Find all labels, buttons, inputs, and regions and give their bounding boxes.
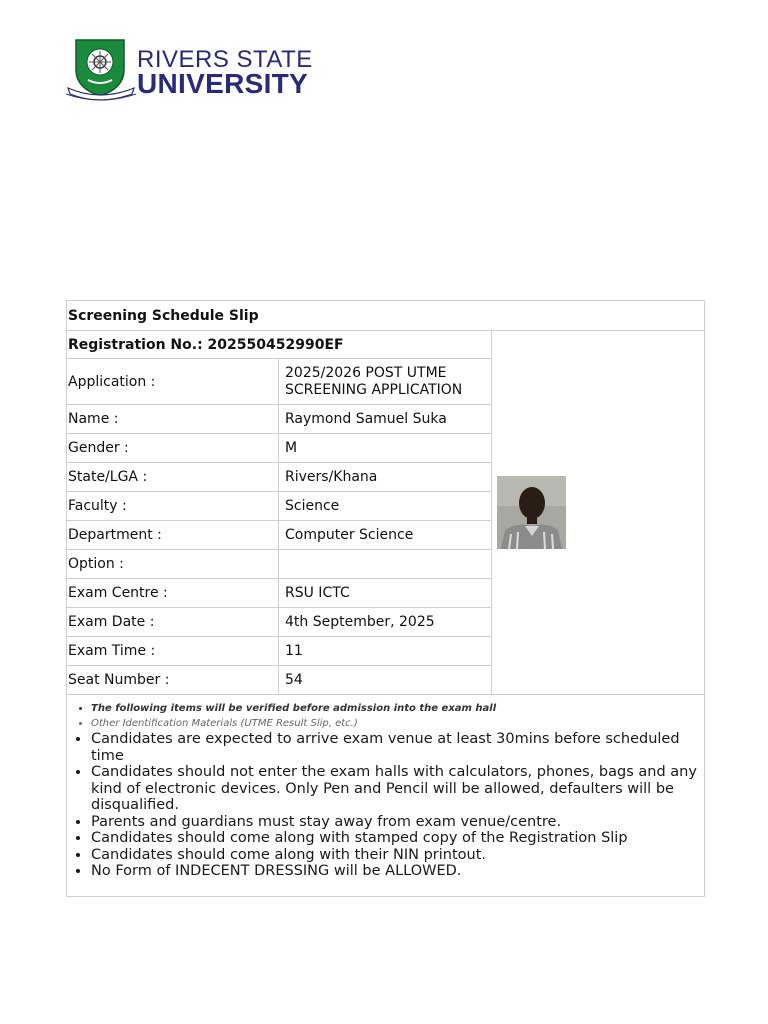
field-value: Science: [279, 492, 492, 521]
instruction-item: • Candidates are expected to arrive exam venue at least 30mins before scheduled time: [91, 731, 704, 764]
instruction-item: • Parents and guardians must stay away from exam venue/centre.: [91, 814, 704, 831]
field-value: [279, 550, 492, 579]
field-label: Gender :: [67, 434, 279, 463]
field-label: Exam Time :: [67, 637, 279, 666]
field-label: Exam Date :: [67, 608, 279, 637]
field-value: 4th September, 2025: [279, 608, 492, 637]
field-value: Computer Science: [279, 521, 492, 550]
instructions-cell: [67, 695, 705, 897]
field-value: 11: [279, 637, 492, 666]
instruction-item: • The following items will be verified before admission into the exam hall: [91, 701, 704, 716]
instruction-item: • Candidates should come along with stamped copy of the Registration Slip: [91, 830, 704, 847]
photo-cell: [492, 331, 705, 695]
field-label: Application :: [67, 359, 279, 405]
field-value: 2025/2026 POST UTME SCREENING APPLICATION: [279, 359, 492, 405]
field-value: Rivers/Khana: [279, 463, 492, 492]
field-label: Name :: [67, 405, 279, 434]
field-value: M: [279, 434, 492, 463]
screening-slip-table: [66, 300, 705, 897]
instructions-list: [67, 701, 704, 880]
registration-number: Registration No.: 202550452990EF: [67, 331, 492, 359]
logo-line-2: UNIVERSITY: [137, 68, 309, 99]
logo-line-1: RIVERS STATE: [137, 46, 313, 73]
field-label: Faculty :: [67, 492, 279, 521]
field-label: Exam Centre :: [67, 579, 279, 608]
university-crest-icon: [66, 36, 136, 102]
field-value: 54: [279, 666, 492, 695]
instruction-item: • Candidates should come along with their NIN printout.: [91, 847, 704, 864]
field-label: Option :: [67, 550, 279, 579]
university-logo: [66, 36, 313, 102]
field-label: Seat Number :: [67, 666, 279, 695]
slip-title: Screening Schedule Slip: [67, 301, 705, 331]
field-value: RSU ICTC: [279, 579, 492, 608]
field-label: Department :: [67, 521, 279, 550]
instruction-item: • Other Identification Materials (UTME Result Slip, etc.): [91, 716, 704, 731]
field-value: Raymond Samuel Suka: [279, 405, 492, 434]
passport-photo-icon: [497, 476, 566, 549]
instruction-item: • Candidates should not enter the exam halls with calculators, phones, bags and any kind of electronic devices. Only Pen and Pencil will be allowed, defaulters will be disqualified.: [91, 764, 704, 814]
instruction-item: • No Form of INDECENT DRESSING will be ALLOWED.: [91, 863, 704, 880]
field-label: State/LGA :: [67, 463, 279, 492]
